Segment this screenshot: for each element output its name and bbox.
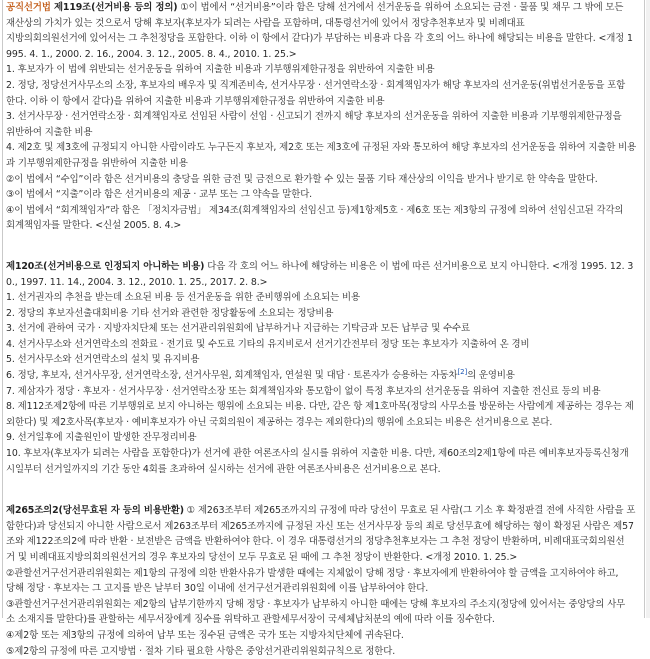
article-text: 9. 선거일후에 지출원인이 발생한 잔무정리비용 bbox=[6, 432, 197, 444]
section-gap bbox=[6, 234, 641, 259]
article-text: 0., 1997. 11. 14., 2004. 3. 12., 2010. 1. 25., 2017. 2. 8.> bbox=[6, 276, 268, 288]
article-text: 2. 정당의 후보자선출대회비용 기타 선거와 관련한 정당활동에 소요되는 정당비용 bbox=[6, 307, 334, 319]
article-text bbox=[6, 368, 641, 384]
article-text: 8. 제112조제2항에 따른 기부행위로 보지 아니하는 행위에 소요되는 비용. 다만, 같은 항 제1호마목(정당의 사무소를 방문하는 사람에게 제공하는 경우는 제 bbox=[6, 401, 634, 413]
article-text: 거 및 비례대표지방의회의원선거의 경우 후보자의 당선이 모두 무효로 된 때에 그 추천 정당이 반환한다. <개정 2010. 1. 25.> bbox=[6, 552, 518, 563]
article-text: 외한다) 및 제2호사목(후보자 · 예비후보자가 아닌 국회의원이 제공하는 경우는 제외한다)의 행위에 소요되는 비용은 선거비용으로 본다. bbox=[6, 416, 553, 428]
article-text: 4. 선거사무소와 선거연락소의 전화료 · 전기료 및 수도료 기타의 유지비로서 선거기간전부터 정당 또는 후보자가 지출하여 온 경비 bbox=[6, 338, 530, 350]
law-document bbox=[6, 0, 641, 659]
article-265-2-line bbox=[6, 503, 641, 519]
article-text: ①이 법에서 “선거비용”이라 함은 당해 선거에서 선거운동을 위하여 소요되는 금전 · 물품 및 채무 그 밖에 모든 bbox=[177, 2, 624, 13]
law-name-link[interactable]: 공직선거법 bbox=[6, 2, 51, 13]
article-text: 3. 선거에 관하여 국가 · 지방자치단체 또는 선거관리위원회에 납부하거나 지급하는 기탁금과 모든 납부금 및 수수료 bbox=[6, 323, 470, 335]
article-120-title: 제120조(선거비용으로 인정되지 아니하는 비용) bbox=[6, 260, 205, 272]
article-text: 5. 선거사무소와 선거연락소의 설치 및 유지비용 bbox=[6, 354, 200, 366]
article-text: ②관할선거구선거관리위원회는 제1항의 규정에 의한 반환사유가 발생한 때에는 지체없이 당해 정당 · 후보자에게 반환하여야 할 금액을 고지하여야 하고, bbox=[6, 567, 619, 579]
article-text: ③관할선거구선거관리위원회는 제2항의 납부기한까지 당해 정당 · 후보자가 납부하지 아니한 때에는 당해 후보자의 주소지(정당에 있어서는 중앙당의 사무 bbox=[6, 598, 626, 610]
article-text: ②이 법에서 “수입”이라 함은 선거비용의 충당을 위한 금전 및 금전으로 환가할 수 있는 물품 기타 재산상의 이익을 받거나 받기로 한 약속을 말한다. bbox=[6, 173, 598, 185]
article-text: 2. 정당, 정당선거사무소의 소장, 후보자의 배우자 및 직계존비속, 선거사무장 · 선거연락소장 · 회계책임자가 해당 후보자의 선거운동(위법선거운동을 포함 bbox=[6, 79, 626, 91]
article-119-line bbox=[6, 0, 641, 16]
footnote-link[interactable]: [2] bbox=[457, 368, 468, 376]
article-119 bbox=[6, 0, 641, 234]
article-text: 의 운영비용 bbox=[467, 370, 515, 382]
article-text: ④이 법에서 “회계책임자”라 함은 「정치자금법」 제34조(회계책임자의 선임신고 등)제1항제5호 · 제6호 또는 제3항의 규정에 의하여 선임신고된 각각의 bbox=[6, 204, 624, 216]
article-265-2 bbox=[6, 503, 641, 659]
article-text: 소 소재지를 말한다)를 관할하는 세무서장에게 징수를 위탁하고 관할세무서장이 국세체납처분의 예에 따라 이를 징수한다. bbox=[6, 614, 495, 626]
article-text: 과 기부행위제한규정을 위반하여 지출한 비용 bbox=[6, 157, 188, 169]
article-text: 당해 정당 · 후보자는 그 고지를 받은 날부터 30일 이내에 선거구선거관리위원회에 이를 납부하여야 한다. bbox=[6, 583, 429, 595]
article-text: 위반하여 지출한 비용 bbox=[6, 126, 93, 138]
article-text: ③이 법에서 “지출”이라 함은 선거비용의 제공 · 교부 또는 그 약속을 말한다. bbox=[6, 189, 313, 201]
article-text: 조와 제122조의2에 따라 반환 · 보전받은 금액을 반환하여야 한다. 이 경우 대통령선거의 정당추천후보자는 그 추천 정당이 반환하며, 비례대표국회의원선 bbox=[6, 536, 625, 548]
article-text: ① 제263조부터 제265조까지의 규정에 따라 당선이 무효로 된 사람(그 기소 후 확정판결 전에 사직한 사람을 포 bbox=[183, 505, 636, 517]
article-text: 재산상의 가치가 있는 것으로서 당해 후보자(후보자가 되려는 사람을 포함하며, 대통령선거에 있어서 정당추천후보자 및 비례대표 bbox=[6, 17, 525, 29]
article-text: 6. 정당, 후보자, 선거사무장, 선거연락소장, 선거사무원, 회계책임자, 연설원 및 대담 · 토론자가 승용하는 자동차 bbox=[6, 370, 458, 382]
article-265-2-title: 제265조의2(당선무효된 자 등의 비용반환) bbox=[6, 505, 184, 517]
article-text: 다음 각 호의 어느 하나에 해당하는 비용은 이 법에 따른 선거비용으로 보지 아니한다. <개정 1995. 12. 3 bbox=[204, 260, 634, 272]
article-text: 1. 선거권자의 추천을 받는데 소요된 비용 등 선거운동을 위한 준비행위에 소요되는 비용 bbox=[6, 292, 360, 304]
article-119-title: 제119조(선거비용 등의 정의) bbox=[50, 2, 178, 13]
article-text: 함한다)과 당선되지 아니한 사람으로서 제263조부터 제265조까지에 규정된 자신 또는 선거사무장 등의 죄로 당선무효에 해당하는 형이 확정된 사람은 제57 bbox=[6, 520, 634, 532]
article-text: 10. 후보자(후보자가 되려는 사람을 포함한다)가 선거에 관한 여론조사의 실시를 위하여 지출한 비용. 다만, 제60조의2제1항에 따른 예비후보자등록신청개 bbox=[6, 448, 629, 460]
article-text: 지방의회의원선거에 있어서는 그 추천정당을 포함한다. 이하 이 항에서 같다)가 부담하는 비용과 다음 각 호의 어느 하나에 해당되는 비용을 말한다. <개정 1 bbox=[6, 33, 633, 45]
article-text: 7. 제삼자가 정당 · 후보자 · 선거사무장 · 선거연락소장 또는 회계책임자와 통모함이 없이 특정 후보자의 선거운동을 위하여 지출한 전신료 등의 비용 bbox=[6, 385, 601, 397]
article-text: 4. 제2호 및 제3호에 규정되지 아니한 사람이라도 누구든지 후보자, 제2호 또는 제3호에 규정된 자와 통모하여 해당 후보자의 선거운동을 위하여 지출한 비용 bbox=[6, 142, 637, 154]
section-gap bbox=[6, 477, 641, 503]
article-text: 한다. 이하 이 항에서 같다)을 위하여 지출한 비용과 기부행위제한규정을 위반하여 지출한 비용 bbox=[6, 95, 385, 107]
article-text: 시일부터 선거일까지의 기간 동안 4회를 초과하여 실시하는 선거에 관한 여론조사비용은 선거비용으로 본다. bbox=[6, 463, 441, 475]
article-120 bbox=[6, 259, 641, 477]
article-text: 3. 선거사무장 · 선거연락소장 · 회계책임자로 선임된 사람이 선임 · 신고되기 전까지 해당 후보자의 선거운동을 위하여 지출한 비용과 기부행위제한규정을 bbox=[6, 111, 622, 123]
scrollbar[interactable] bbox=[646, 0, 650, 618]
article-text: 995. 4. 1., 2000. 2. 16., 2004. 3. 12., 2005. 8. 4., 2010. 1. 25.> bbox=[6, 48, 297, 60]
article-text: 회계책임자를 말한다. <신설 2005. 8. 4.> bbox=[6, 220, 182, 232]
article-120-line bbox=[6, 259, 641, 275]
article-text: ④제2항 또는 제3항의 규정에 의하여 납부 또는 징수된 금액은 국가 또는 지방자치단체에 귀속된다. bbox=[6, 629, 404, 641]
article-text: ⑤제2항의 규정에 따른 고지방법 · 절차 기타 필요한 사항은 중앙선거관리위원회규칙으로 정한다. bbox=[6, 645, 396, 657]
article-text: 1. 후보자가 이 법에 위반되는 선거운동을 위하여 지출한 비용과 기부행위제한규정을 위반하여 지출한 비용 bbox=[6, 64, 435, 76]
